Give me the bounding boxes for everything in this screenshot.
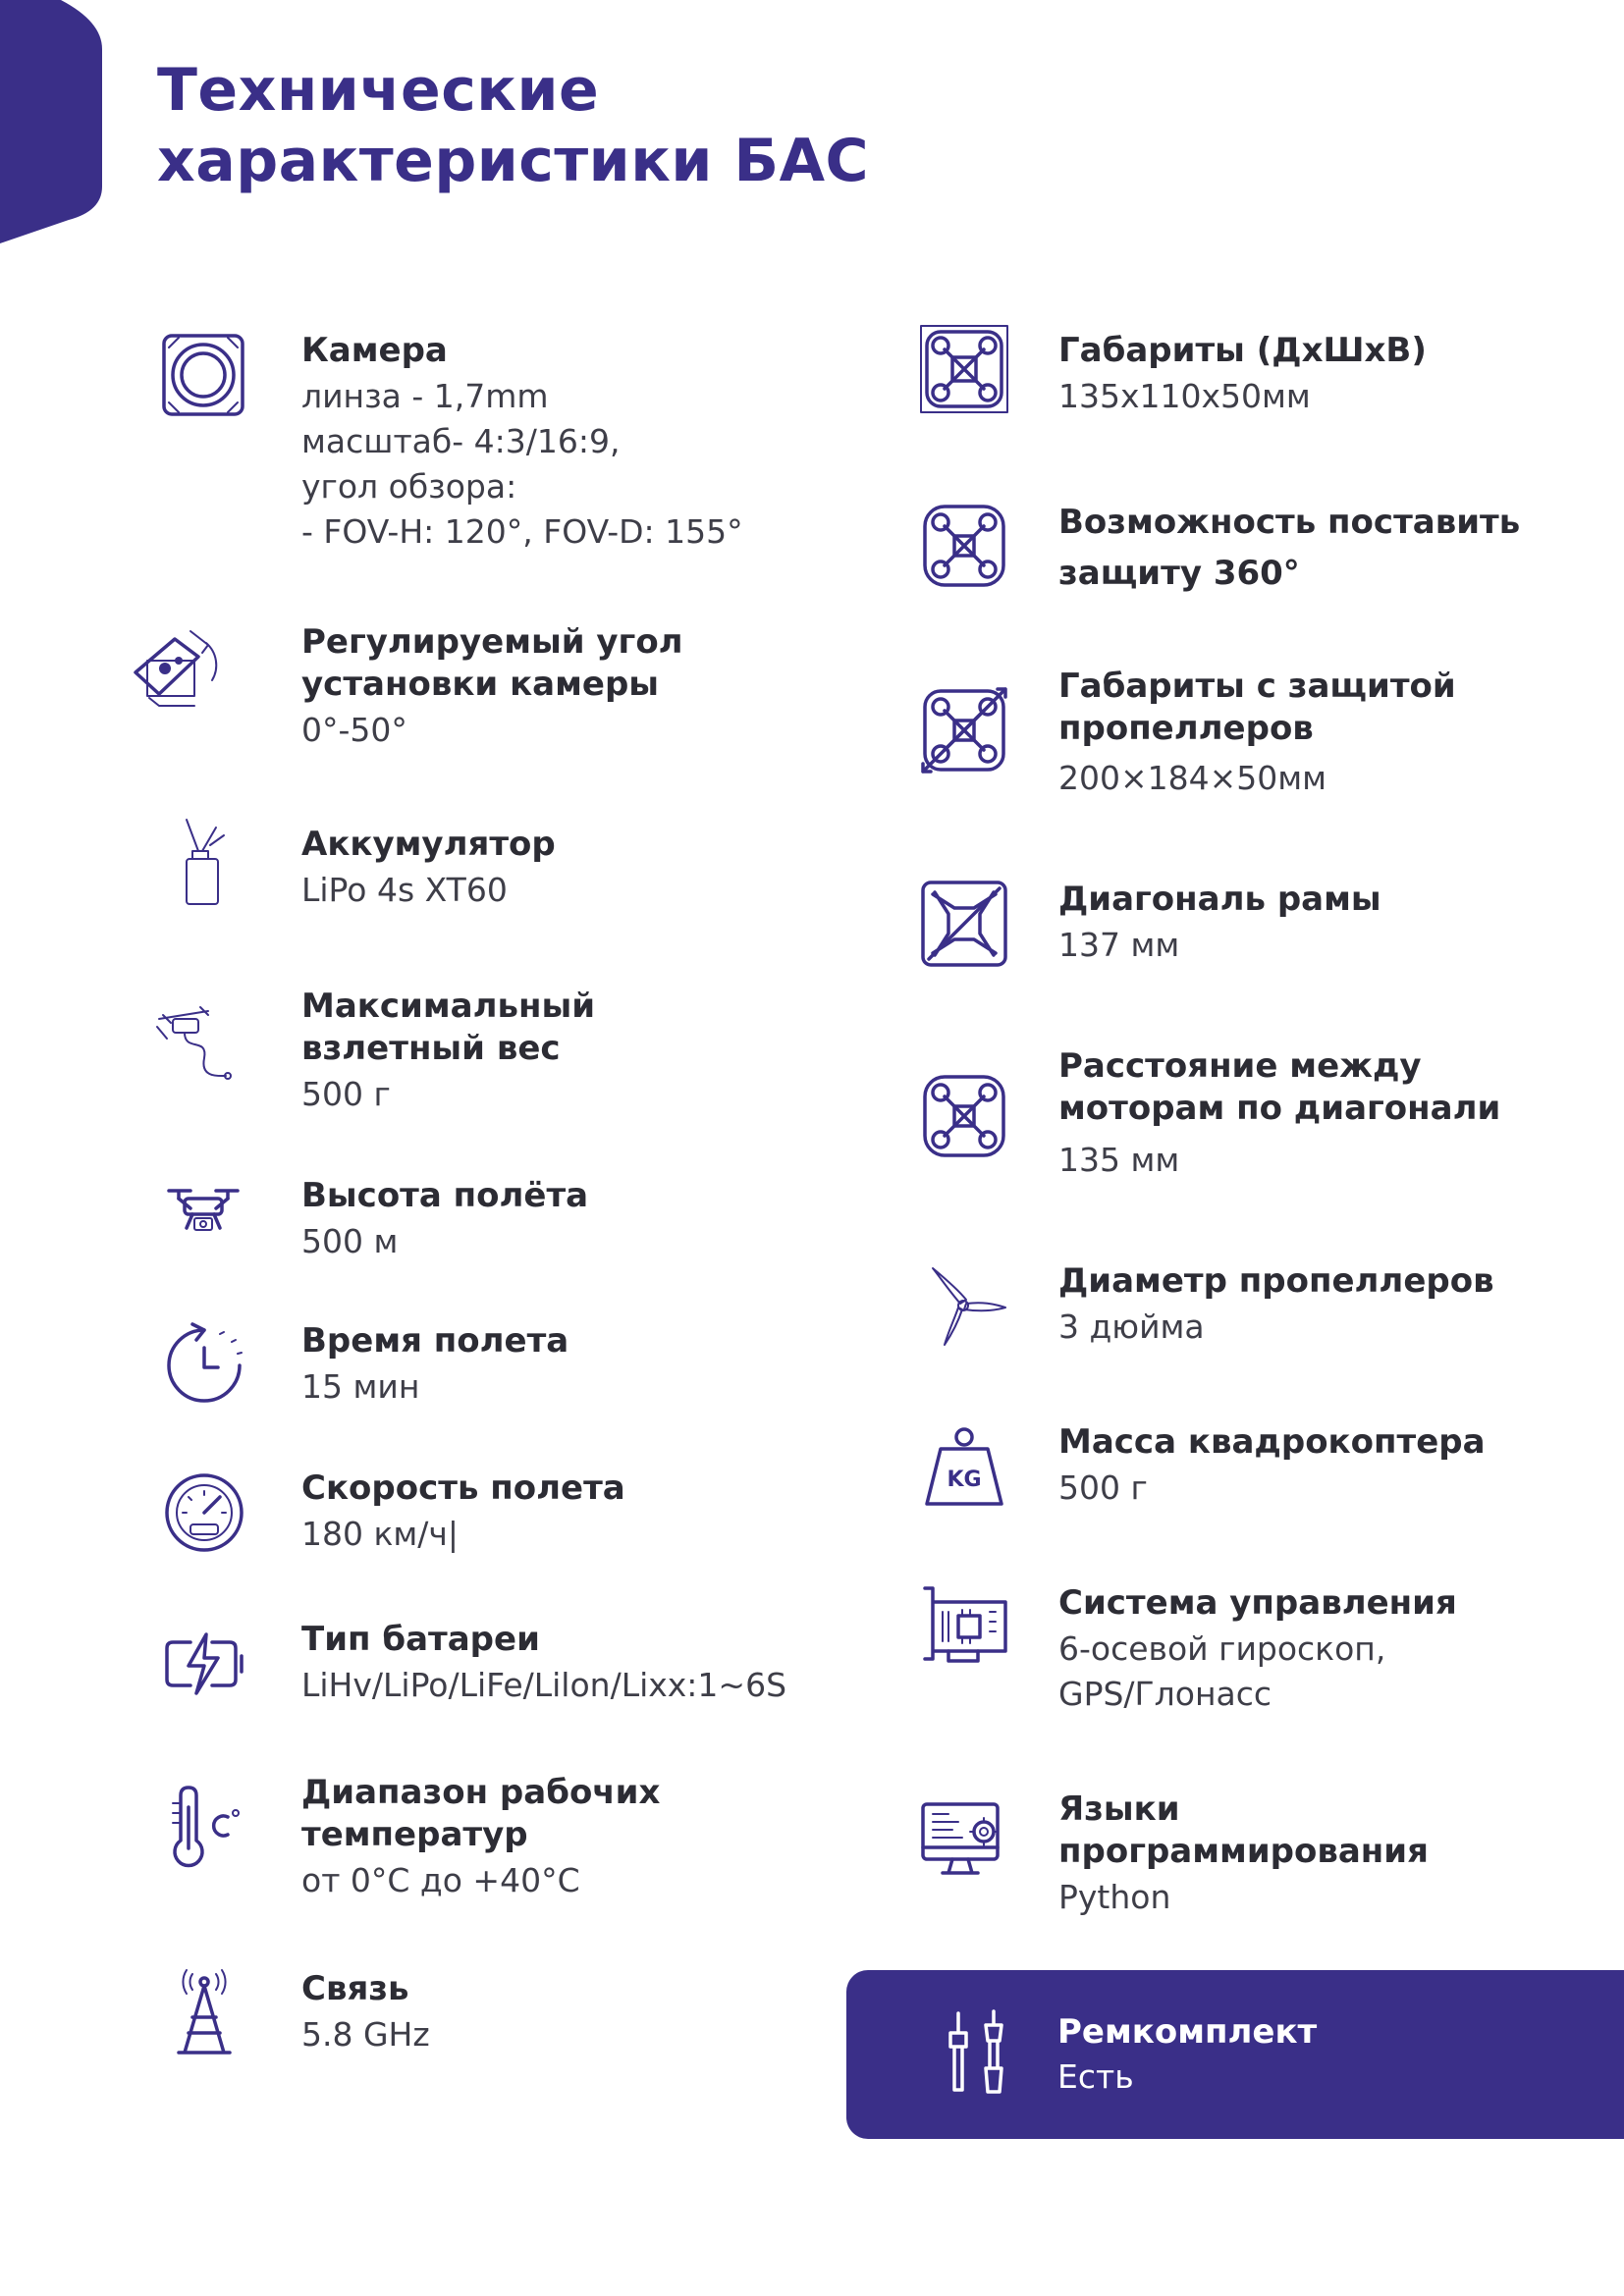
spec-value: Python [1058, 1878, 1171, 1916]
drone-icon [159, 1169, 249, 1259]
timer-icon [159, 1320, 249, 1411]
spec-label: Возможность поставить защиту 360° [1058, 503, 1521, 593]
battery-pack-icon [159, 816, 249, 906]
thermometer-icon [159, 1784, 249, 1874]
spec-value: 137 мм [1058, 926, 1180, 964]
spec-label: Диапазон рабочих температур [301, 1773, 661, 1854]
spec-label: Камера [301, 331, 448, 370]
spec-value: LiPo 4s XT60 [301, 871, 508, 909]
spec-label: Время полета [301, 1321, 569, 1361]
repair-kit-panel [846, 1970, 1624, 2139]
frame-guard-icon [919, 501, 1009, 591]
spec-label: Регулируемый угол установки камеры [301, 622, 683, 704]
svg-text:KG: KG [947, 1468, 982, 1492]
spec-value: 5.8 GHz [301, 2015, 430, 2054]
spec-value: 0°-50° [301, 711, 407, 749]
spec-value: LiHv/LiPo/LiFe/Lilon/Lixx:1~6S [301, 1666, 787, 1704]
spec-label: Скорость полета [301, 1468, 625, 1508]
camera-lens-icon [159, 330, 249, 420]
motor-distance-icon [919, 1071, 1009, 1161]
spec-value: 3 дюйма [1058, 1308, 1205, 1346]
drone-weight-icon [149, 997, 240, 1088]
spec-label: Габариты с защитой пропеллеров [1058, 667, 1456, 748]
tools-icon [935, 2007, 1025, 2098]
frame-diagonal-icon [919, 879, 1009, 969]
spec-label: Аккумулятор [301, 825, 556, 864]
spec-value: линза - 1,7mm масштаб- 4:3/16:9, угол обзора: - FOV-H: 120°, FOV-D: 155° [301, 377, 743, 551]
spec-label: Языки программирования [1058, 1789, 1429, 1871]
spec-value: 500 г [1058, 1468, 1148, 1507]
spec-value: 135х110х50мм [1058, 377, 1311, 415]
speedometer-icon [159, 1468, 249, 1558]
spec-label: Система управления [1058, 1583, 1457, 1623]
frame-dimensions-icon [919, 324, 1009, 414]
flight-controller-icon [919, 1582, 1009, 1673]
spec-value: 135 мм [1058, 1141, 1180, 1179]
spec-value: 500 г [301, 1075, 391, 1113]
repair-kit-value: Есть [1057, 2057, 1134, 2096]
propeller-icon [919, 1260, 1009, 1351]
frame-guard-dimensions-icon [919, 685, 1009, 775]
spec-value: 200×184×50мм [1058, 759, 1327, 797]
spec-label: Масса квадрокоптера [1058, 1422, 1486, 1462]
camera-tilt-icon [130, 621, 220, 712]
page-title-line-1: Технические [157, 56, 600, 125]
spec-value: 6-осевой гироскоп, GPS/Глонасс [1058, 1629, 1386, 1713]
battery-charge-icon [159, 1619, 249, 1709]
spec-value: 500 м [301, 1222, 399, 1260]
spec-label: Тип батареи [301, 1620, 540, 1659]
page-title [157, 55, 869, 196]
corner-decoration [0, 0, 108, 245]
spec-label: Диагональ рамы [1058, 880, 1381, 919]
spec-value: от 0°С до +40°С [301, 1861, 580, 1899]
spec-label: Расстояние между моторам по диагонали [1058, 1046, 1501, 1128]
code-monitor-icon [919, 1794, 1009, 1885]
spec-value: 180 км/ч| [301, 1515, 460, 1553]
spec-label: Габариты (ДхШхВ) [1058, 331, 1427, 370]
kg-weight-icon [919, 1421, 1009, 1512]
radio-tower-icon [159, 1968, 249, 2058]
spec-value: 15 мин [301, 1367, 420, 1406]
spec-label: Максимальный взлетный вес [301, 987, 596, 1068]
spec-label: Связь [301, 1969, 409, 2008]
page-title-line-2: характеристики БАС [157, 127, 870, 195]
spec-label: Диаметр пропеллеров [1058, 1261, 1494, 1301]
repair-kit-label: Ремкомплект [1057, 2012, 1318, 2052]
spec-label: Высота полёта [301, 1176, 589, 1215]
